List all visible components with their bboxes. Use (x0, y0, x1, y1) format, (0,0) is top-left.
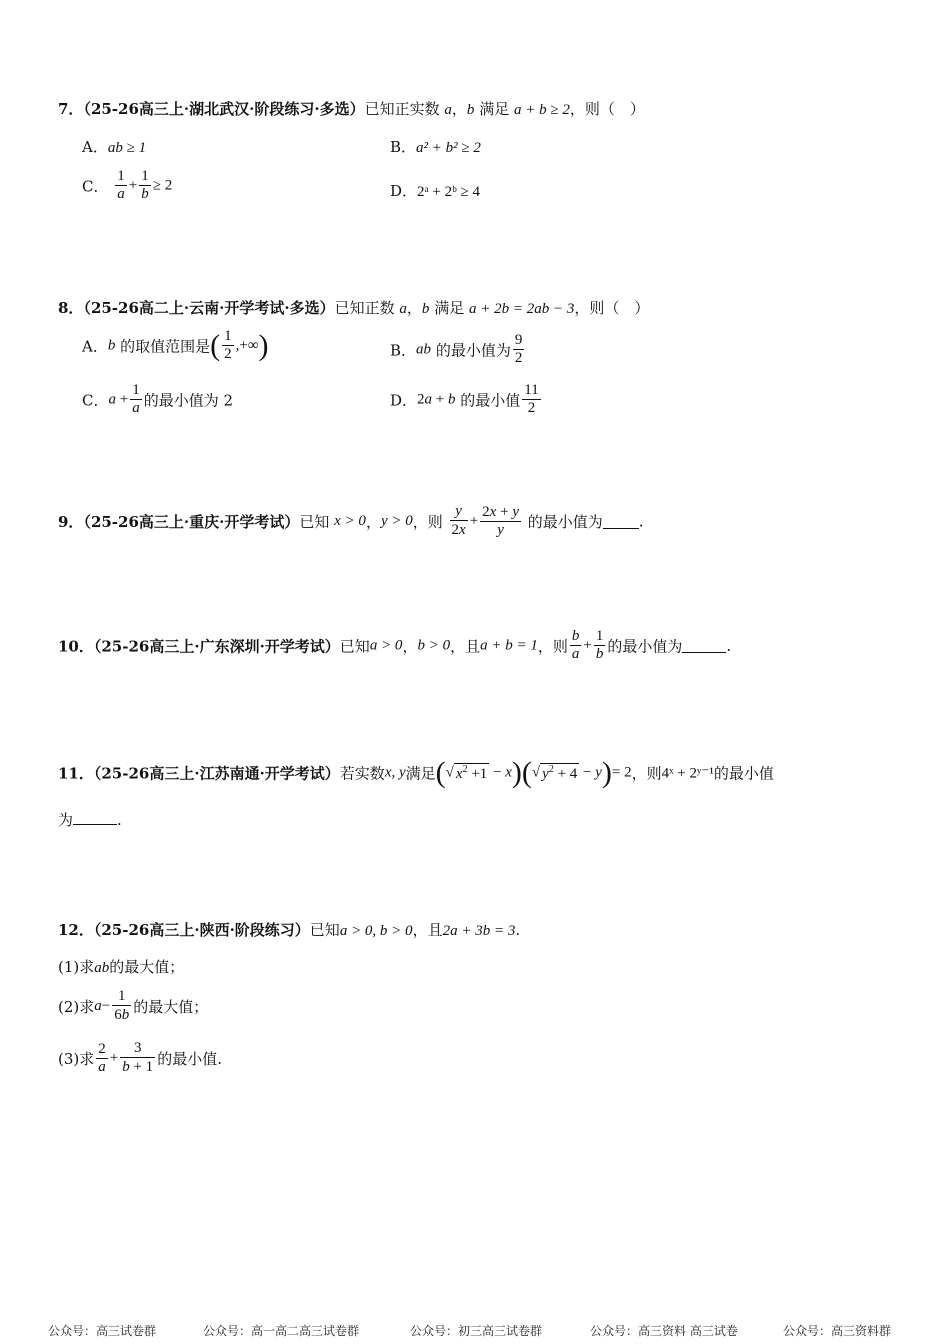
q12-part3: (3)求 $\frac{2}{a}$ + $\frac{3}{b + 1}$ 的最小值. (58, 1040, 222, 1076)
q8-source: （25-26高二上·云南·开学考试·多选） (83, 299, 335, 317)
q8-stem: 8．（25-26高二上·云南·开学考试·多选）已知正数 a，b 满足 a + 2b = 2ab − 3，则（ ） (58, 299, 650, 317)
footer-item-3: 公众号：初三高三试卷群 (410, 1324, 543, 1338)
q7-option-b[interactable]: B．a² + b² ≥ 2 (390, 138, 481, 156)
q10-stem: 10．（25-26高三上·广东深圳·开学考试）已知a > 0，b > 0，且a + b = 1，则 $\frac{b}{a}$ + $\frac{1}{b}$ 的最小值为 . (58, 628, 732, 663)
q9-answer-blank[interactable] (603, 514, 639, 529)
footer-item-1: 公众号：高三试卷群 (48, 1324, 157, 1338)
q12-number: 12． (58, 921, 94, 939)
footer-item-5: 公众号：高三资料群 (783, 1324, 892, 1338)
q9-number: 9． (58, 512, 84, 531)
q11-answer-blank[interactable] (73, 810, 117, 825)
q7-option-c[interactable]: C． $\frac{1}{a}$ + $\frac{1}{b}$ ≥ 2 (82, 168, 173, 203)
q7-option-d[interactable]: D．2ᵃ + 2ᵇ ≥ 4 (390, 182, 480, 200)
q7-ask: ，则（ ） (569, 100, 645, 118)
q9-stem: 9．（25-26高三上·重庆·开学考试）已知 x > 0，y > 0，则 $\frac{y}{2x}$ + $\frac{2x + y}{y}$ 的最小值为 . (58, 503, 644, 539)
q12-source: （25-26高三上·陕西·阶段练习） (93, 921, 310, 939)
q10-answer-blank[interactable] (682, 638, 726, 653)
q7-condition: a + b ≥ 2 (513, 102, 570, 118)
q8-option-c[interactable]: C．a + $\frac{1}{a}$ 的最小值为 2 (82, 382, 234, 417)
q11-stem: 11．（25-26高三上·江苏南通·开学考试）若实数x, y满足(√ $x^2 +1 - x)(√$ $y^2 + 4 - y)= 2$，则4ˣ + 2ʸ⁻¹的最小值 (58, 756, 774, 789)
q8-number: 8． (58, 299, 84, 317)
q7-stem: 7．（25-26高三上·湖北武汉·阶段练习·多选）已知正实数 a，b 满足 a + b ≥ 2，则（ ） (58, 100, 645, 118)
q8-option-d[interactable]: D．2a + b 的最小值 $\frac{11}{2}$ (390, 382, 539, 417)
q12-part2: (2)求a− $\frac{1}{6b}$ 的最大值； (58, 988, 209, 1024)
q8-option-a[interactable]: A．b 的取值范围是( $\frac{1}{2}$ ,+∞) (82, 328, 269, 363)
q7-source: （25-26高三上·湖北武汉·阶段练习·多选） (83, 100, 365, 118)
q9-source: （25-26高三上·重庆·开学考试） (83, 512, 300, 531)
q12-part1: (1)求ab的最大值； (58, 958, 185, 976)
q11-number: 11． (58, 764, 94, 783)
q7-option-a[interactable]: A．ab ≥ 1 (82, 138, 147, 156)
q7-stem-text: 已知正实数 (364, 100, 440, 118)
q11-line2: 为 . (58, 811, 122, 829)
q7-stem-text2: 满足 (479, 100, 510, 118)
q8-option-b[interactable]: B．ab 的最小值为 $\frac{9}{2}$ (390, 332, 523, 367)
q11-source: （25-26高三上·江苏南通·开学考试） (93, 764, 340, 783)
q10-number: 10． (58, 637, 94, 656)
q8-condition: a + 2b = 2ab − 3 (468, 301, 575, 317)
q7-number: 7． (58, 100, 84, 118)
footer-item-2: 公众号：高一高二高三试卷群 (203, 1324, 360, 1338)
q10-source: （25-26高三上·广东深圳·开学考试） (93, 637, 340, 656)
footer-item-4: 公众号：高三资料 高三试卷 (590, 1324, 738, 1338)
q12-stem: 12．（25-26高三上·陕西·阶段练习）已知a > 0, b > 0，且2a + 3b = 3. (58, 921, 521, 939)
